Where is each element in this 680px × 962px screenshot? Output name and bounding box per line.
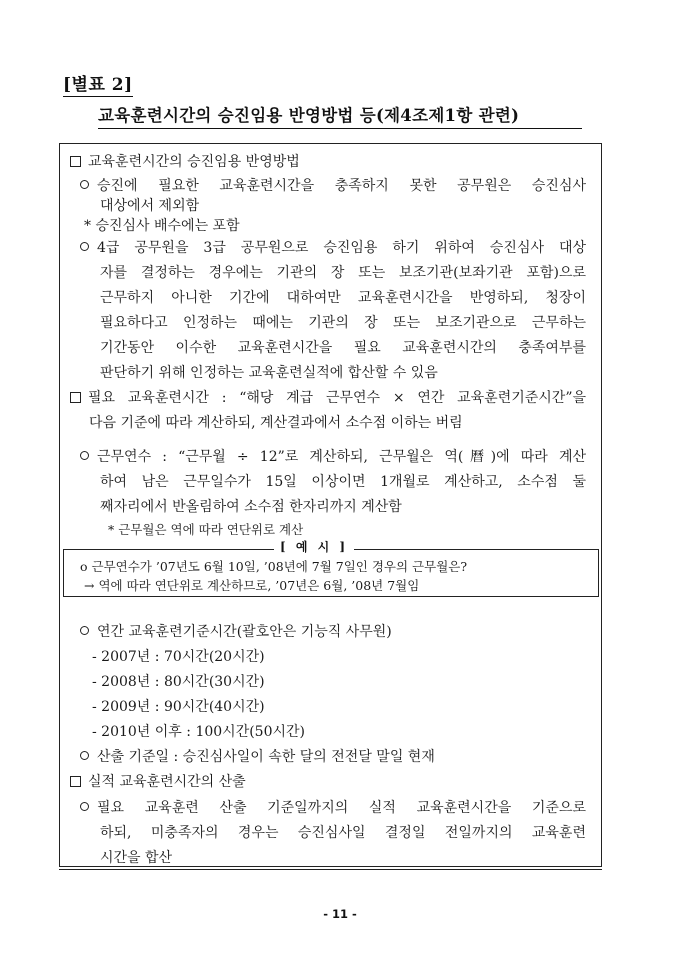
annex-tag: [별표 2]: [63, 70, 133, 95]
s2-item2-text: 연간 교육훈련기준시간(괄호안은 기능직 사무원): [97, 624, 392, 640]
example-label: [ 예 시 ]: [274, 540, 354, 554]
s1-item2-line3: 근무하지 아니한 기간에 대하여만 교육훈련시간을 반영하되, 청장이: [100, 290, 586, 306]
s1-item1-line1: [80, 176, 586, 196]
page-number: - 11 -: [323, 907, 357, 921]
bullet-circle-icon: [80, 626, 89, 635]
year-row-2010: - 2010년 이후 : 100시간(50시간): [92, 724, 306, 740]
s2-item3-text: 산출 기준일 : 승진심사일이 속한 달의 전전달 말일 현재: [97, 749, 435, 765]
year-row-2007: - 2007년 : 70시간(20시간): [92, 649, 265, 665]
bullet-circle-icon: [80, 180, 89, 189]
bullet-circle-icon: [80, 242, 89, 251]
s1-item2-line5: 기간동안 이수한 교육훈련시간을 필요 교육훈련시간의 충족여부를: [100, 340, 586, 356]
section-1-title-text: 교육훈련시간의 승진임용 반영방법: [88, 154, 300, 170]
s1-item1-text-1: 승진에 필요한 교육훈련시간을 충족하지 못한 공무원은 승진심사: [97, 178, 586, 194]
s1-item2-line4: 필요하다고 인정하는 때에는 기관의 장 또는 보조기관으로 근무하는: [100, 315, 586, 331]
section-2-title-line2: 다음 기준에 따라 계산하되, 계산결과에서 소수점 이하는 버림: [89, 415, 463, 431]
section-3-title: [70, 772, 246, 792]
s3-item1-line3: 시간을 합산: [100, 850, 173, 866]
s1-item2-text-1: 4급 공무원을 3급 공무원으로 승진임용 하기 위하여 승진심사 대상: [97, 240, 586, 256]
section-2-title-text-1: 필요 교육훈련시간 : “해당 계급 근무연수 × 연간 교육훈련기준시간”을: [88, 390, 586, 406]
s1-note1: * 승진심사 배수에는 포함: [84, 218, 240, 234]
s2-item1-line2: 하여 남은 근무일수가 15일 이상이면 1개월로 계산하고, 소수점 둘: [100, 474, 586, 490]
s2-item1-line1: [80, 447, 586, 467]
bullet-circle-icon: [80, 751, 89, 760]
example-answer: → 역에 따라 연단위로 계산하므로, ’07년은 6월, ’08년 7월임: [84, 578, 420, 593]
s1-item2-line2: 자를 결정하는 경우에는 기관의 장 또는 보조기관(보좌기관 포함)으로: [100, 265, 586, 281]
s2-item2: [80, 622, 392, 642]
section-2-title-line1: [70, 388, 586, 408]
year-row-2009: - 2009년 : 90시간(40시간): [92, 699, 265, 715]
checkbox-square-icon: [70, 156, 81, 167]
s2-item1-line3: 째자리에서 반올림하여 소수점 한자리까지 계산함: [100, 499, 402, 515]
s2-item3: [80, 747, 435, 767]
example-question: o 근무연수가 ’07년도 6월 10일, ’08년에 7월 7일인 경우의 근무월은?: [80, 559, 468, 574]
s2-note1: * 근무월은 역에 따라 연단위로 계산: [108, 522, 304, 537]
document-heading: 교육훈련시간의 승진임용 반영방법 등(제4조제1항 관련): [98, 102, 588, 126]
s1-item1-line2: 대상에서 제외함: [100, 198, 200, 214]
section-1-title: [70, 152, 300, 172]
s3-item1-text-1: 필요 교육훈련 산출 기준일까지의 실적 교육훈련시간을 기준으로: [97, 800, 586, 816]
checkbox-square-icon: [70, 392, 81, 403]
s2-item1-text-1: 근무연수 : “근무월 ÷ 12”로 계산하되, 근무월은 역(曆)에 따라 계산: [97, 449, 586, 465]
section-3-title-text: 실적 교육훈련시간의 산출: [88, 774, 246, 790]
bullet-circle-icon: [80, 451, 89, 460]
checkbox-square-icon: [70, 776, 81, 787]
s3-item1-line2: 하되, 미충족자의 경우는 승진심사일 결정일 전일까지의 교육훈련: [100, 825, 586, 841]
year-row-2008: - 2008년 : 80시간(30시간): [92, 674, 265, 690]
bullet-circle-icon: [80, 802, 89, 811]
s1-item2-line6: 판단하기 위해 인정하는 교육훈련실적에 합산할 수 있음: [100, 365, 438, 381]
s1-item2-line1: [80, 238, 586, 258]
s3-item1-line1: [80, 798, 586, 818]
